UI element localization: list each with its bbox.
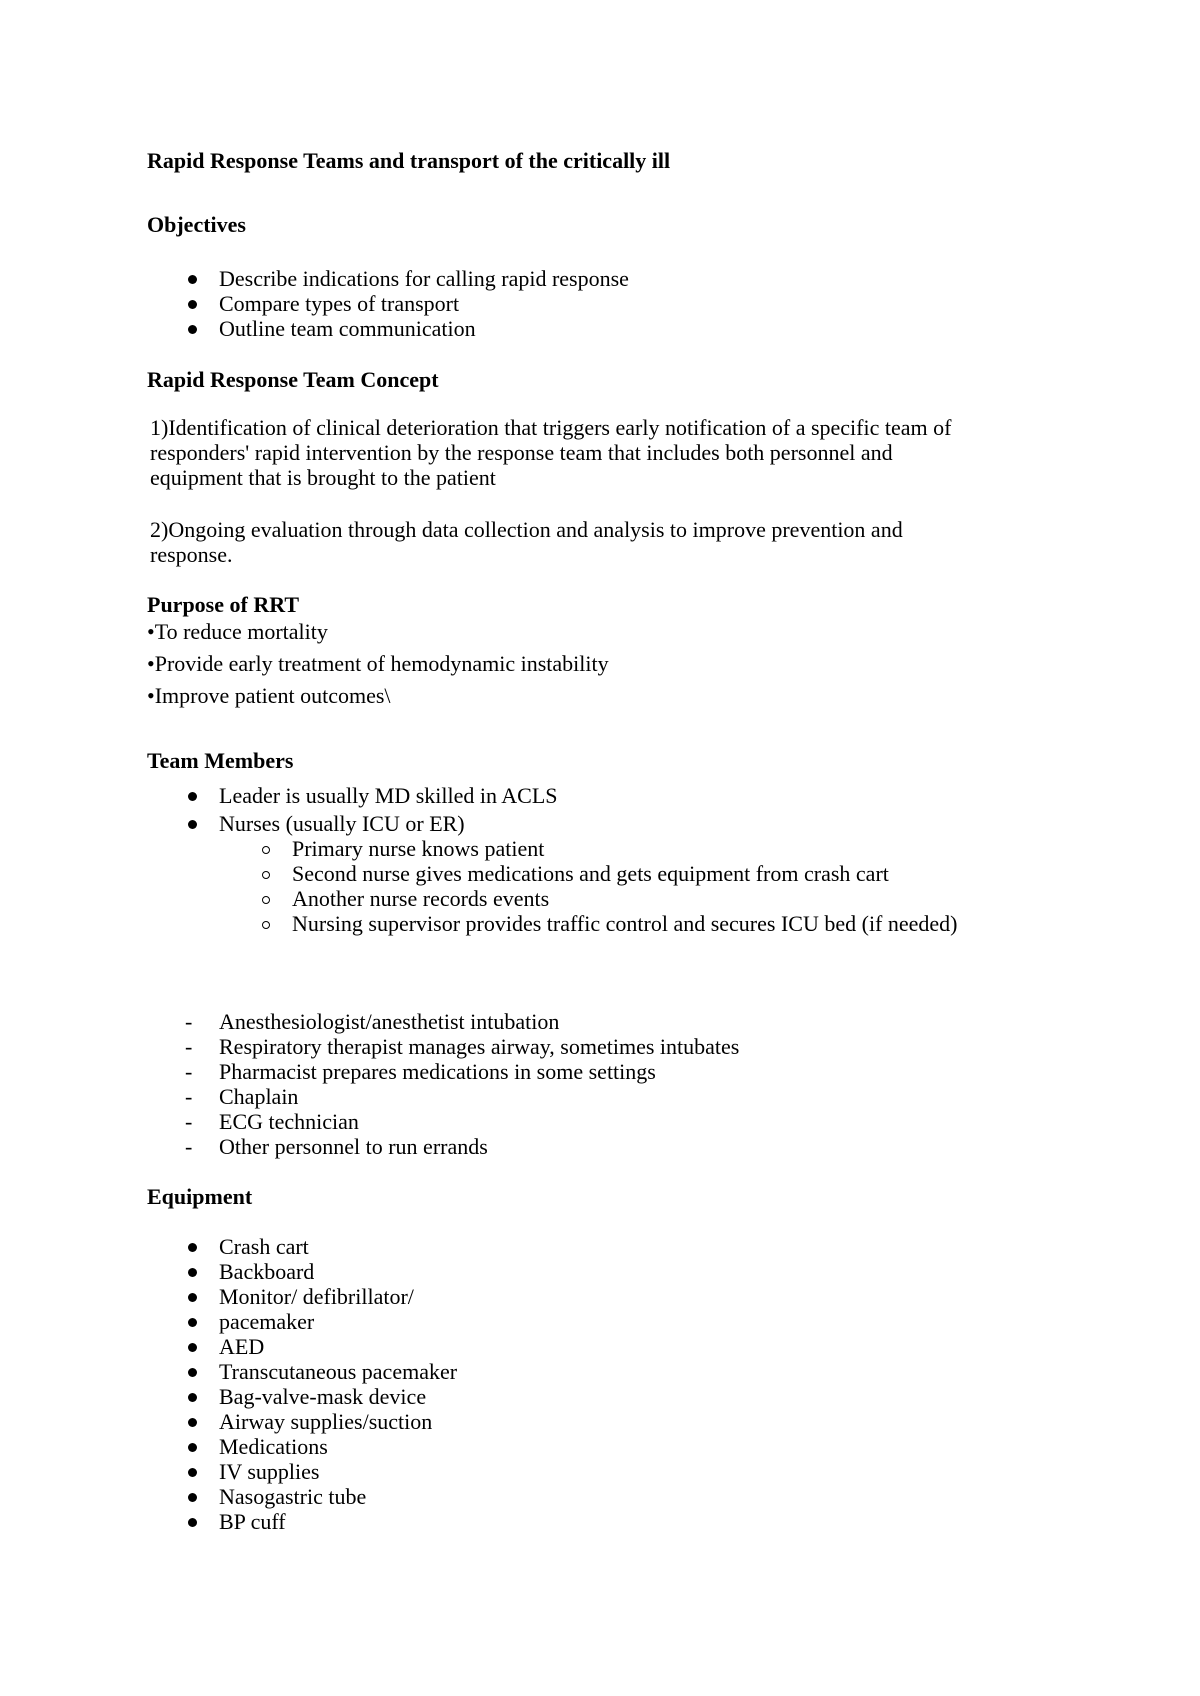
concept-heading: Rapid Response Team Concept <box>147 367 439 392</box>
sub-bullet-icon <box>262 846 270 854</box>
bullet-icon <box>188 275 197 284</box>
equipment-item: BP cuff <box>219 1509 286 1534</box>
team-subitem: Primary nurse knows patient <box>292 836 545 861</box>
equipment-item: Monitor/ defibrillator/ <box>219 1284 414 1309</box>
team-dash-item: Respiratory therapist manages airway, sometimes intubates <box>219 1034 740 1059</box>
bullet-icon <box>188 1318 197 1327</box>
bullet-icon <box>188 1468 197 1477</box>
dash-marker: - <box>185 1109 193 1134</box>
equipment-item: pacemaker <box>219 1309 315 1334</box>
concept-paragraph-line: responders' rapid intervention by the response team that includes both personnel and <box>150 440 893 465</box>
team-subitem: Nursing supervisor provides traffic control and secures ICU bed (if needed) <box>292 911 958 936</box>
dash-marker: - <box>185 1034 193 1059</box>
bullet-icon <box>188 1268 197 1277</box>
team-dash-item: Other personnel to run errands <box>219 1134 488 1159</box>
bullet-icon <box>188 1518 197 1527</box>
objectives-item: Outline team communication <box>219 316 476 341</box>
objectives-item: Describe indications for calling rapid response <box>219 266 629 291</box>
equipment-item: Crash cart <box>219 1234 309 1259</box>
bullet-icon <box>188 820 197 829</box>
bullet-icon <box>188 325 197 334</box>
bullet-icon <box>188 1343 197 1352</box>
purpose-item: •To reduce mortality <box>147 619 328 644</box>
bullet-icon <box>188 792 197 801</box>
team-heading: Team Members <box>147 748 294 773</box>
objectives-item: Compare types of transport <box>219 291 460 316</box>
equipment-item: Nasogastric tube <box>219 1484 367 1509</box>
team-subitem: Second nurse gives medications and gets equipment from crash cart <box>292 861 889 886</box>
dash-marker: - <box>185 1084 193 1109</box>
equipment-heading: Equipment <box>147 1184 253 1209</box>
bullet-icon <box>188 1493 197 1502</box>
sub-bullet-icon <box>262 896 270 904</box>
purpose-item: •Improve patient outcomes\ <box>147 683 391 708</box>
team-item: Nurses (usually ICU or ER) <box>219 811 465 836</box>
team-dash-item: Anesthesiologist/anesthetist intubation <box>219 1009 560 1034</box>
purpose-heading: Purpose of RRT <box>147 592 300 617</box>
team-dash-item: Chaplain <box>219 1084 299 1109</box>
document-title: Rapid Response Teams and transport of the critically ill <box>147 148 671 173</box>
bullet-icon <box>188 300 197 309</box>
bullet-icon <box>188 1418 197 1427</box>
equipment-item: Backboard <box>219 1259 315 1284</box>
team-dash-item: ECG technician <box>219 1109 359 1134</box>
concept-paragraph-line: 2)Ongoing evaluation through data collection and analysis to improve prevention and <box>150 517 903 542</box>
bullet-icon <box>188 1368 197 1377</box>
sub-bullet-icon <box>262 921 270 929</box>
equipment-item: Transcutaneous pacemaker <box>219 1359 458 1384</box>
equipment-item: AED <box>219 1334 265 1359</box>
objectives-heading: Objectives <box>147 212 246 237</box>
team-dash-item: Pharmacist prepares medications in some settings <box>219 1059 656 1084</box>
concept-paragraph-line: 1)Identification of clinical deterioration that triggers early notification of a specific team of <box>150 415 952 440</box>
purpose-item: •Provide early treatment of hemodynamic instability <box>147 651 609 676</box>
concept-paragraph-line: equipment that is brought to the patient <box>150 465 496 490</box>
bullet-icon <box>188 1293 197 1302</box>
equipment-item: Airway supplies/suction <box>219 1409 433 1434</box>
bullet-icon <box>188 1243 197 1252</box>
dash-marker: - <box>185 1009 193 1034</box>
team-item: Leader is usually MD skilled in ACLS <box>219 783 558 808</box>
bullet-icon <box>188 1443 197 1452</box>
dash-marker: - <box>185 1059 193 1084</box>
sub-bullet-icon <box>262 871 270 879</box>
equipment-item: Medications <box>219 1434 328 1459</box>
equipment-item: IV supplies <box>219 1459 320 1484</box>
concept-paragraph-line: response. <box>150 542 233 567</box>
bullet-icon <box>188 1393 197 1402</box>
team-subitem: Another nurse records events <box>292 886 550 911</box>
dash-marker: - <box>185 1134 193 1159</box>
equipment-item: Bag-valve-mask device <box>219 1384 427 1409</box>
